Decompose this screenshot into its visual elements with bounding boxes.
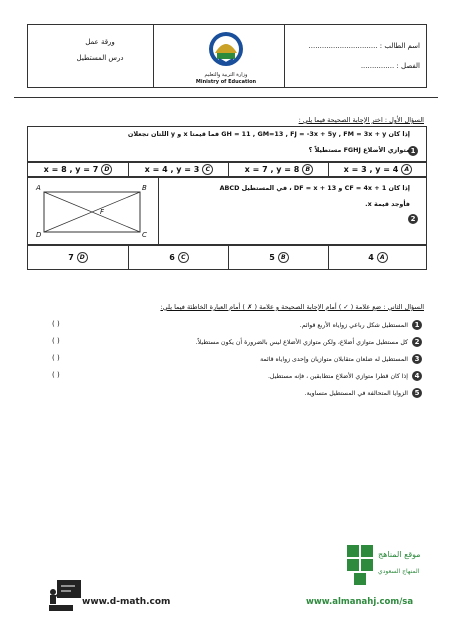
q1-problem2-text-line2: فأوجد قيمة x.	[365, 200, 410, 208]
header-divider-right	[284, 24, 285, 87]
q1-p2-option-a[interactable]	[328, 245, 427, 269]
header-divider-left	[153, 24, 154, 87]
q2-item-4-number: 4	[412, 371, 422, 381]
q2-item-1	[300, 320, 422, 330]
q1-problem1-text-line1: إذا كان GH = 11 , GM=13 , FJ = -3x + 5y , FM = 3x + y فما قيمتا x و y اللتان تجعلان	[127, 130, 410, 138]
q1-problem2-figure-divider	[158, 176, 159, 245]
figure-label-d: D	[36, 231, 42, 239]
q1-p1-option-a-text: x = 3 , y = 4	[343, 165, 399, 174]
q1-problem2-options-row	[27, 244, 427, 270]
footer-site-right-title: موقع المناهج	[378, 550, 421, 559]
ministry-logo	[195, 29, 257, 77]
q2-item-4	[268, 371, 422, 381]
q1-problem2-text-line1: إذا كان CF = 4x + 1 و DF = x + 13 ، في المستطيل ABCD	[219, 184, 410, 192]
figure-label-f: F	[100, 208, 105, 216]
q2-item-4-answer[interactable]: ( )	[52, 371, 60, 379]
q1-p1-option-b-text: x = 7 , y = 8	[244, 165, 300, 174]
q1-p1-option-b-letter: B	[302, 164, 313, 175]
q2-item-1-answer[interactable]: ( )	[52, 320, 60, 328]
q1-p2-option-b-letter: B	[278, 252, 289, 263]
q1-p1-option-c-letter: C	[202, 164, 213, 175]
q1-p2-option-c-text: 6	[169, 252, 175, 262]
q2-item-5-text: الزوايا المتحالفة في المستطيل متساوية.	[304, 389, 408, 397]
q2-item-5	[305, 388, 422, 398]
q1-p1-option-c-text: x = 4 , y = 3	[144, 165, 200, 174]
q1-p2-option-b[interactable]	[228, 245, 329, 269]
q1-p2-option-d-letter: D	[77, 252, 88, 263]
q2-item-3-answer[interactable]: ( )	[52, 354, 60, 362]
q1-p2-option-a-text: 4	[368, 252, 374, 262]
almanahj-logo	[347, 545, 375, 585]
footer-site-left[interactable]: www.d-math.com	[82, 597, 171, 607]
q2-item-3-number: 3	[412, 354, 422, 364]
q1-problem1-text-line2: متوازي الأضلاع FGHJ مستطيلاً ؟	[308, 146, 410, 154]
q1-p1-option-b[interactable]	[228, 162, 329, 177]
q1-problem1-number: 1	[408, 138, 418, 157]
figure-label-c: C	[142, 231, 147, 239]
q2-item-5-number: 5	[412, 388, 422, 398]
figure-label-a: A	[36, 184, 41, 192]
q2-item-2-answer[interactable]: ( )	[52, 337, 60, 345]
q1-p2-option-b-text: 5	[269, 252, 275, 262]
q1-p1-option-d-letter: D	[101, 164, 112, 175]
student-name-field: اسم الطالب : ...............................	[308, 42, 420, 50]
q2-item-4-text: إذا كان قطرا متوازي الأضلاع متطابقين ، فإنه مستطيل.	[267, 372, 408, 380]
section-separator	[14, 97, 438, 98]
teacher-board-icon	[47, 578, 83, 612]
q2-item-3	[260, 354, 422, 364]
ministry-name-en: Ministry of Education	[195, 79, 257, 85]
footer-site-right-url[interactable]: www.almanahj.com/sa	[306, 597, 414, 607]
q1-p1-option-d-text: x = 8 , y = 7	[43, 165, 99, 174]
lesson-title: درس المستطيل	[76, 54, 124, 62]
q1-p2-option-a-letter: A	[377, 252, 388, 263]
q2-item-3-text: المستطيل له ضلعان متقابلان متوازيان وإحدى زواياه قائمة	[260, 355, 408, 363]
q2-item-2-number: 2	[412, 337, 422, 347]
footer-site-right-subtitle: المنهاج السعودي	[378, 568, 420, 575]
q1-problem2-number: 2	[408, 206, 418, 225]
q1-p2-option-d[interactable]	[28, 245, 128, 269]
worksheet-title: ورقة عمل	[85, 38, 115, 46]
q2-item-1-number: 1	[412, 320, 422, 330]
q1-p2-option-c-letter: C	[178, 252, 189, 263]
q2-item-2-text: كل مستطيل متوازي أضلاع، ولكن متوازي الأضلاع ليس بالضرورة أن يكون مستطيلاً.	[195, 338, 408, 346]
q1-p1-option-d[interactable]	[28, 162, 128, 177]
q1-p2-option-d-text: 7	[68, 252, 74, 262]
q2-item-1-text: المستطيل شكل رباعي زواياه الأربع قوائم.	[299, 321, 408, 329]
q2-item-2	[196, 337, 422, 347]
rectangle-figure	[34, 184, 152, 240]
q2-heading: السؤال الثاني : ضع علامة ( ✓ ) أمام الإجابة الصحيحة و علامة ( ✗ ) أمام العبارة الخاطئة فيما يلي:	[160, 303, 424, 311]
q1-p1-option-a[interactable]	[328, 162, 427, 177]
q1-heading: السؤال الأول : اختر الإجابة الصحيحة فيما يلي :	[298, 116, 424, 124]
q1-p1-option-a-letter: A	[401, 164, 412, 175]
q1-p1-option-c[interactable]	[128, 162, 229, 177]
ministry-name-ar: وزارة التربية والتعليم	[204, 72, 248, 78]
class-field: الفصل : ...............	[360, 62, 420, 70]
figure-label-b: B	[142, 184, 147, 192]
q1-p2-option-c[interactable]	[128, 245, 229, 269]
